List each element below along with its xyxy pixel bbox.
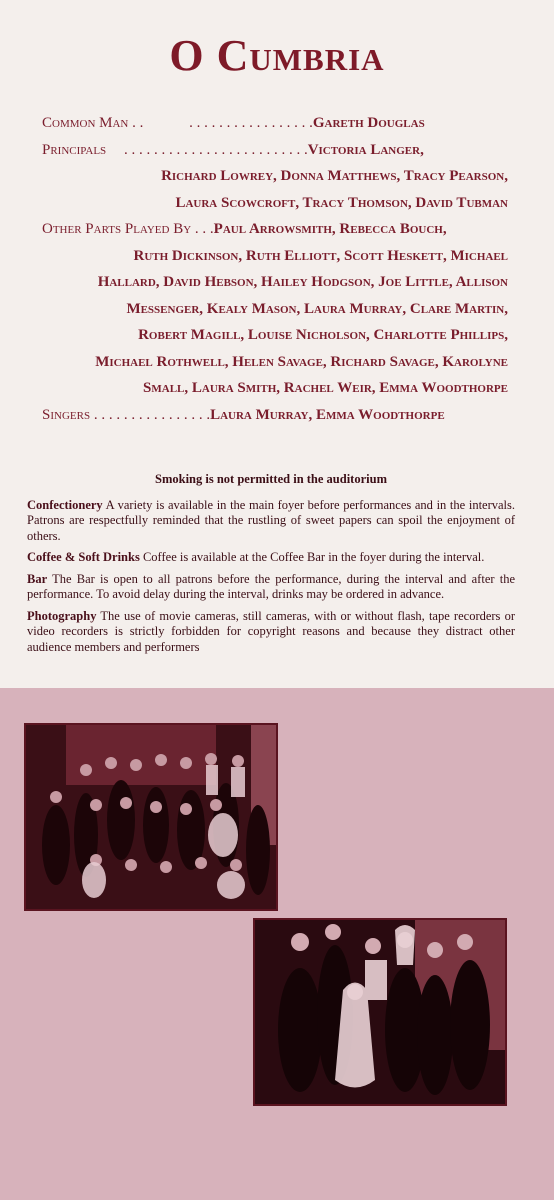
- role-label: Principals: [42, 141, 107, 158]
- leader-dots: . . . . . . . . . . . . . . . . . . . . . . . . .: [123, 141, 308, 158]
- role-label: Other Parts Played By . . .: [42, 221, 214, 237]
- bar-paragraph: [27, 572, 515, 603]
- cast-line: Ruth Dickinson, Ruth Elliott, Scott Heskett, Michael: [133, 247, 508, 264]
- cast-line: Michael Rothwell, Helen Savage, Richard Savage, Karolyne: [95, 353, 508, 370]
- cast-scene-photo: [253, 918, 507, 1106]
- audience-information: [27, 472, 515, 661]
- paragraph-text: Coffee is available at the Coffee Bar in the foyer during the interval.: [142, 550, 485, 564]
- smoking-notice: Smoking is not permitted in the auditorium: [155, 472, 387, 486]
- cast-name: Victoria Langer,: [307, 141, 424, 158]
- cast-line: Richard Lowrey, Donna Matthews, Tracy Pearson,: [161, 168, 508, 184]
- cast-row-other-parts: [42, 216, 508, 243]
- cast-list: [42, 110, 508, 428]
- cast-line: Messenger, Kealy Mason, Laura Murray, Clare Martin,: [126, 300, 508, 317]
- cast-line: Robert Magill, Louise Nicholson, Charlotte Phillips,: [138, 327, 508, 343]
- cast-line: Small, Laura Smith, Rachel Weir, Emma Woodthorpe: [143, 380, 508, 396]
- cast-name: Gareth Douglas: [312, 115, 425, 131]
- paragraph-text: A variety is available in the main foyer before performances and in the intervals. Patrons are respectfully reminded that the rustling of sweet papers can spoil the enjoyment of others.: [27, 497, 516, 543]
- role-label: Common Man . .: [42, 115, 144, 131]
- cast-line: Hallard, David Hebson, Hailey Hodgson, Joe Little, Allison: [97, 274, 508, 290]
- cast-row-principals: [42, 137, 508, 164]
- cast-group-photo: [24, 723, 278, 911]
- cast-name: Laura Murray, Emma Woodthorpe: [210, 406, 445, 423]
- paragraph-text: The use of movie cameras, still cameras, with or without flash, tape recorders or video recorders is strictly forbidden for copyright reasons and because they distract other audience members and performers: [27, 608, 515, 654]
- leader-dots: . . . . . . . . . . . . . . . . .: [189, 115, 313, 131]
- paragraph-heading: Coffee & Soft Drinks: [27, 550, 140, 564]
- cast-name: Paul Arrowsmith, Rebecca Bouch,: [213, 221, 447, 237]
- coffee-paragraph: [27, 550, 515, 566]
- paragraph-heading: Photography: [27, 608, 97, 623]
- paragraph-heading: Bar: [27, 571, 48, 586]
- confectionery-paragraph: [27, 498, 515, 545]
- programme-title: O Cumbria: [169, 31, 385, 80]
- cast-line: Laura Scowcroft, Tracy Thomson, David Tubman: [175, 194, 508, 211]
- role-label: Singers . . . . . . . . . . . . . . . .: [42, 406, 211, 423]
- paragraph-text: The Bar is open to all patrons before the performance, during the interval and after the performance. To avoid delay during the interval, drinks may be ordered in advance.: [27, 571, 515, 601]
- cast-row-common-man: [42, 110, 508, 137]
- photography-paragraph: [27, 609, 515, 656]
- paragraph-heading: Confectionery: [27, 497, 103, 512]
- cast-row-singers: [42, 402, 508, 429]
